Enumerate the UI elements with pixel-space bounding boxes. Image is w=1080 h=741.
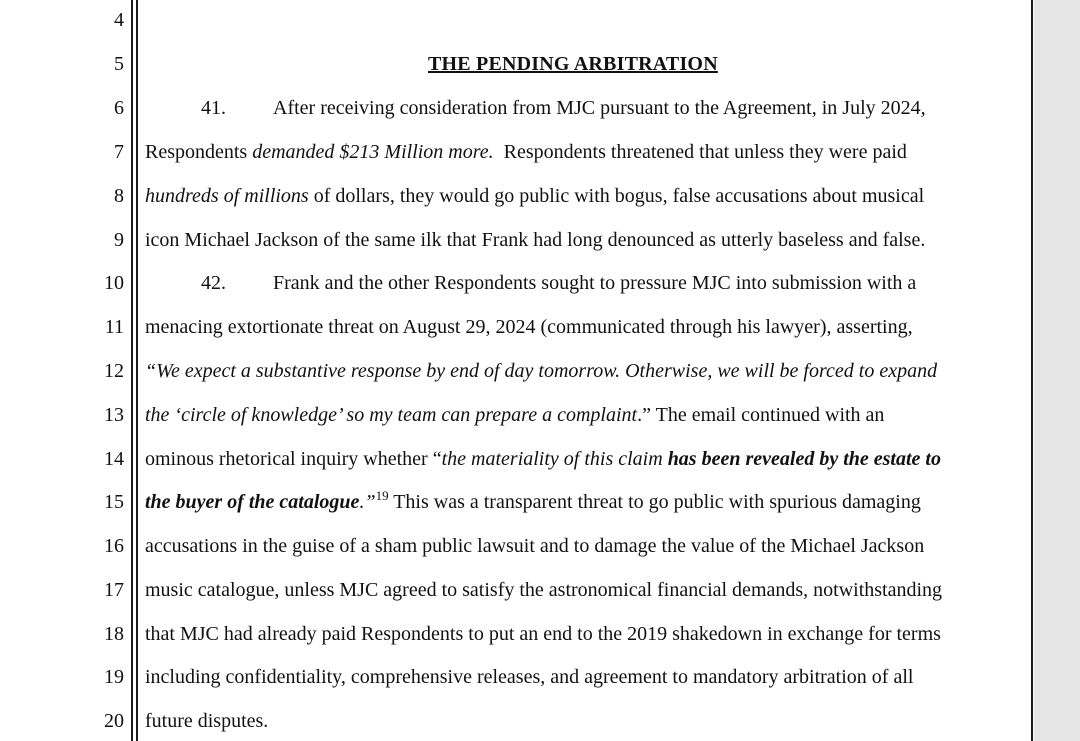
pleading-line [0, 218, 1034, 262]
pleading-line [0, 437, 1034, 481]
italic-quote: the ‘circle of knowledge’ so my team can prepare a complaint [145, 404, 638, 426]
text-run: Respondents threatened that unless they were paid [493, 141, 907, 163]
pleading-line [0, 349, 1034, 393]
italic-quote: the materiality of this claim [441, 448, 668, 470]
pleading-line [0, 568, 1034, 612]
pleading-line [0, 0, 1034, 42]
line-number: 20 [104, 710, 124, 732]
line-number: 19 [104, 666, 124, 688]
line-number: 11 [104, 316, 124, 338]
pleading-line [0, 305, 1034, 349]
footnote-marker[interactable]: 19 [375, 488, 389, 503]
line-text [145, 403, 1030, 427]
pleading-line [0, 524, 1034, 568]
line-number: 14 [104, 448, 124, 470]
pleading-line [0, 42, 1034, 86]
line-text [145, 447, 1030, 471]
text-run: of dollars, they would go public with bogus, false accusations about musical [308, 185, 925, 207]
viewer-background [1034, 0, 1080, 741]
line-number: 16 [104, 535, 124, 557]
line-text [145, 96, 1030, 120]
text-run: Frank and the other Respondents sought to pressure MJC into submission with a [273, 272, 917, 294]
italic-text: .” [359, 491, 376, 513]
line-text: music catalogue, unless MJC agreed to satisfy the astronomical financial demands, notwithstanding [145, 579, 943, 601]
line-number: 6 [114, 97, 124, 119]
pleading-line [0, 174, 1034, 218]
line-text: future disputes. [145, 710, 269, 732]
line-number: 5 [114, 53, 124, 75]
line-text [145, 140, 1030, 164]
line-number: 10 [104, 272, 124, 294]
pleading-line [0, 130, 1034, 174]
paragraph-number: 42. [201, 272, 226, 294]
line-text [145, 184, 1030, 208]
line-text: menacing extortionate threat on August 29, 2024 (communicated through his lawyer), asserting, [145, 316, 913, 338]
paragraph-number: 41. [201, 97, 226, 119]
line-number: 17 [104, 579, 124, 601]
line-text: that MJC had already paid Respondents to put an end to the 2019 shakedown in exchange for terms [145, 623, 941, 645]
line-text: icon Michael Jackson of the same ilk that Frank had long denounced as utterly baseless and false. [145, 229, 926, 251]
text-run: Respondents [145, 141, 253, 163]
pleading-line [0, 86, 1034, 130]
line-number: 13 [104, 404, 124, 426]
line-number: 18 [104, 623, 124, 645]
section-heading: THE PENDING ARBITRATION [428, 53, 718, 75]
bold-italic-quote: the buyer of the catalogue [145, 491, 360, 513]
italic-text: demanded $213 Million more. [252, 141, 494, 163]
pleading-line [0, 393, 1034, 437]
line-number: 12 [104, 360, 124, 382]
line-number: 9 [114, 229, 124, 251]
line-number: 7 [114, 141, 124, 163]
text-run: .” The email continued with an [637, 404, 885, 426]
pleading-line [0, 612, 1034, 656]
line-text [145, 490, 1030, 514]
italic-quote: “We expect a substantive response by end of day tomorrow. Otherwise, we will be forced to expand [145, 360, 938, 382]
bold-italic-quote: has been revealed by the estate to [667, 448, 941, 470]
text-run: After receiving consideration from MJC pursuant to the Agreement, in July 2024, [273, 97, 926, 119]
line-text: including confidentiality, comprehensive releases, and agreement to mandatory arbitration of all [145, 666, 914, 688]
text-run: This was a transparent threat to go public with spurious damaging [388, 491, 921, 513]
line-number: 15 [104, 491, 124, 513]
text-run: ominous rhetorical inquiry whether “ [145, 448, 442, 470]
pleading-line [0, 655, 1034, 699]
pleading-line [0, 480, 1034, 524]
line-text [145, 271, 1030, 295]
line-number: 4 [114, 9, 124, 31]
line-number: 8 [114, 185, 124, 207]
pleading-line [0, 261, 1034, 305]
pleading-line [0, 699, 1034, 741]
line-text: accusations in the guise of a sham public lawsuit and to damage the value of the Michael Jackson [145, 535, 925, 557]
italic-text: hundreds of millions [145, 185, 309, 207]
